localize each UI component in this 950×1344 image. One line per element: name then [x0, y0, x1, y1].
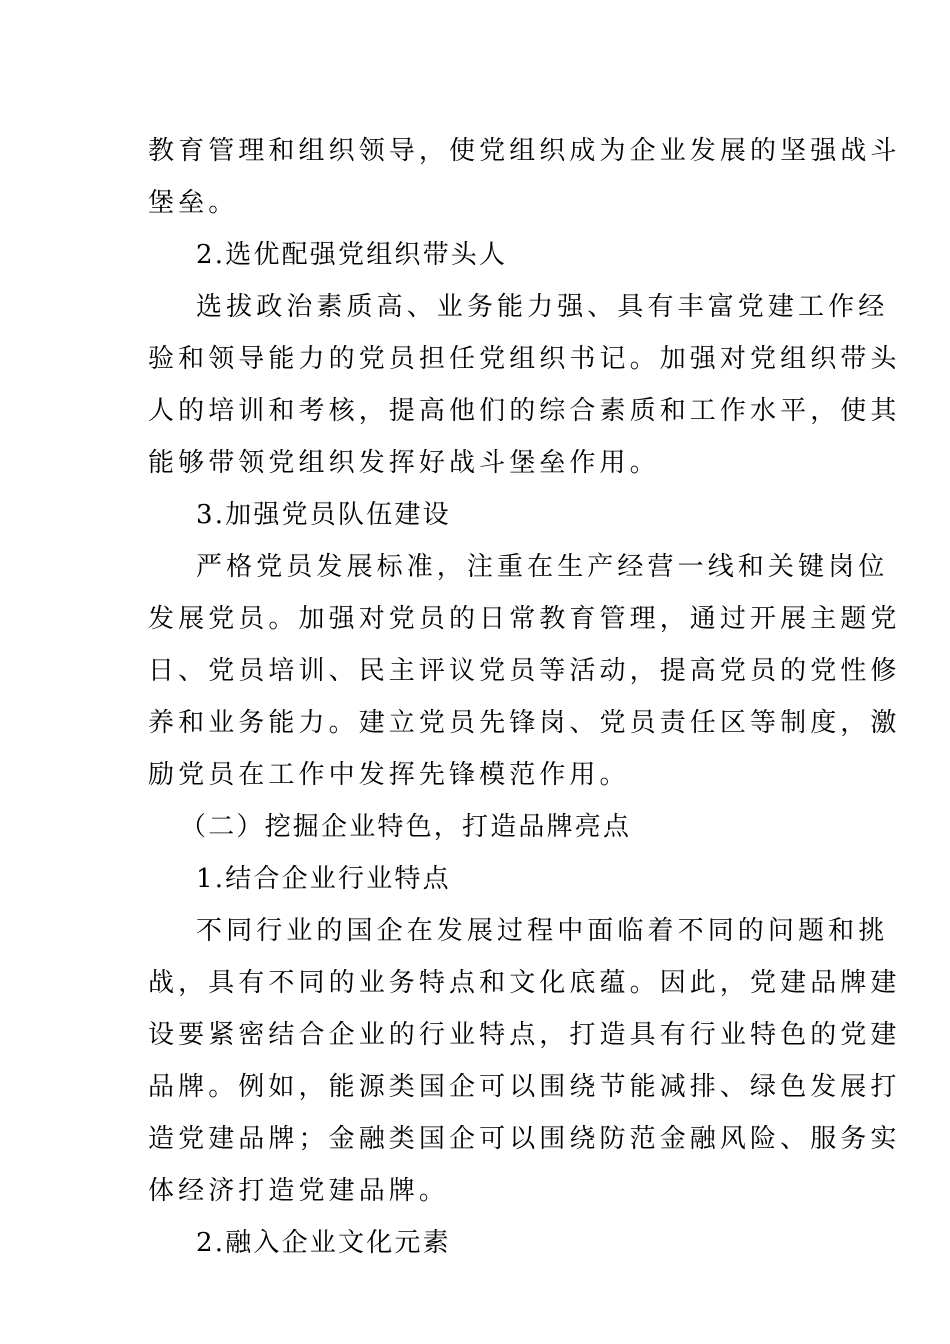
paragraph-line: 设要紧密结合企业的行业特点，打造具有行业特色的党建 [148, 1020, 901, 1050]
subheading-2: 2.选优配强党组织带头人 [196, 240, 508, 270]
paragraph-line: 品牌。例如，能源类国企可以围绕节能减排、绿色发展打 [148, 1072, 901, 1102]
paragraph-line: 造党建品牌；金融类国企可以围绕防范金融风险、服务实 [148, 1124, 901, 1154]
subheading-2b: 2.融入企业文化元素 [196, 1228, 451, 1258]
subheading-3: 3.加强党员队伍建设 [196, 500, 451, 530]
paragraph-line: 严格党员发展标准，注重在生产经营一线和关键岗位 [196, 552, 889, 582]
subheading-1: 1.结合企业行业特点 [196, 864, 451, 894]
paragraph-line: 日、党员培训、民主评议党员等活动，提高党员的党性修 [148, 656, 901, 686]
paragraph-line: 体经济打造党建品牌。 [148, 1176, 450, 1206]
paragraph-line: 堡垒。 [148, 188, 239, 218]
paragraph-line: 发展党员。加强对党员的日常教育管理，通过开展主题党 [148, 604, 901, 634]
paragraph-line: 验和领导能力的党员担任党组织书记。加强对党组织带头 [148, 344, 901, 374]
paragraph-line: 人的培训和考核，提高他们的综合素质和工作水平，使其 [148, 396, 901, 426]
section-heading: （二）挖掘企业特色，打造品牌亮点 [180, 812, 632, 842]
paragraph-line: 励党员在工作中发挥先锋模范作用。 [148, 760, 630, 790]
paragraph-line: 养和业务能力。建立党员先锋岗、党员责任区等制度，激 [148, 708, 901, 738]
paragraph-line: 选拔政治素质高、业务能力强、具有丰富党建工作经 [196, 292, 889, 322]
paragraph-line: 不同行业的国企在发展过程中面临着不同的问题和挑 [196, 916, 889, 946]
paragraph-line: 能够带领党组织发挥好战斗堡垒作用。 [148, 448, 660, 478]
paragraph-line: 教育管理和组织领导，使党组织成为企业发展的坚强战斗 [148, 136, 901, 166]
paragraph-line: 战，具有不同的业务特点和文化底蕴。因此，党建品牌建 [148, 968, 901, 998]
